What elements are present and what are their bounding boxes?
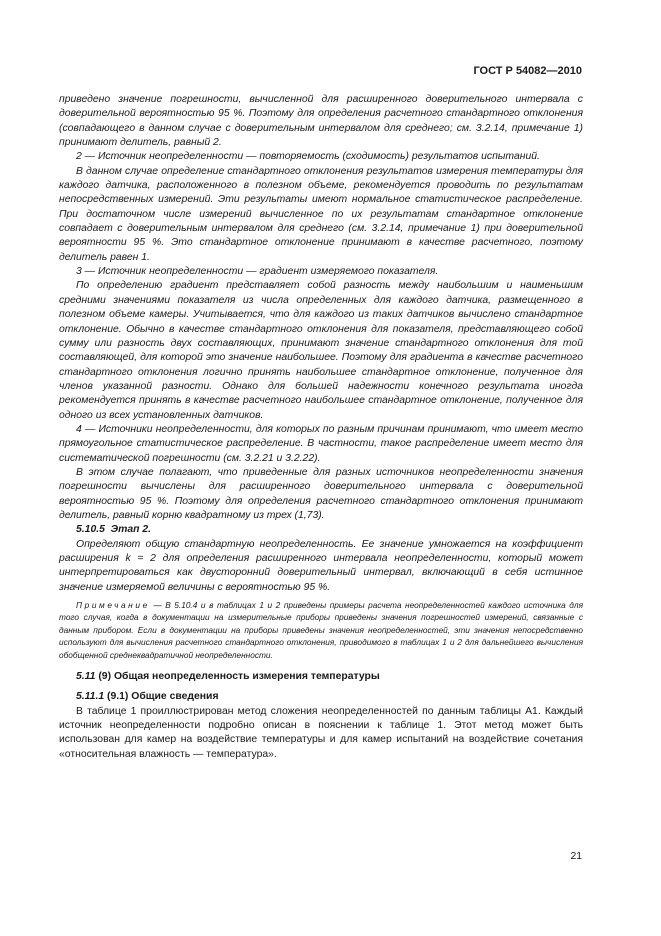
page-number: 21 [570,851,582,862]
document-code: ГОСТ Р 54082—2010 [473,65,582,77]
paragraph: В данном случае определение стандартного отклонения результатов измерения температуры для каждого датчика, расположенного в полезном объеме, рекомендуется проводить по результатам непосредственных измерений. Эти результаты имеют нормальное статистическое распределение. При достаточном числе измерений вычисленное по их результатам стандартное отклонение совпадает с доверительным интервалом для среднего (см. 3.2.14, примечание 1) при доверительной вероятности 95 %. Это стандартное отклонение принимают в качестве расчетного, поэтому делитель равен 1. [59,165,583,263]
note-lead: Примечание [76,600,150,611]
section-title: Общие сведения [131,691,219,703]
section-5-11-1-heading [59,690,583,704]
section-5-11-1-text: В таблице 1 проиллюстрирован метод сложения неопределенностей по данным таблицы А1. Каждый источник неопределенности подробно описан в пояснении к таблице 1. Этот метод может быть использован для камер на воздействие температуры и для камер испытаний на воздействие сочетания «относительная влажность — температура». [59,705,583,760]
stage-text: Определяют общую стандартную неопределенность. Ее значение умножается на коэффициент расширения k = 2 для определения расширенного интервала неопределенности, который может интерпретироваться как двусторонний доверительный интервал, включающий в себя истинное значение измеряемой величины с вероятностью 95 %. [59,538,583,593]
section-ref: (9.1) [107,691,129,703]
section-5-11-heading [59,670,583,684]
stage-number: 5.10.5 [76,524,105,536]
stage-title: Этап 2. [110,524,152,536]
paragraph: приведено значение погрешности, вычисленной для расширенного доверительного интервала с доверительной вероятностью 95 %. Поэтому для определения расчетного стандартного отклонения (совпадающего в данном случае с доверительным интервалом для среднего; см. 3.2.14, примечание 1) принимают делитель, равный 2. [59,94,583,149]
section-ref: (9) [98,671,112,683]
source-heading-3: 3 — Источник неопределенности — градиент измеряемого показателя. [76,266,439,278]
page-body [59,93,583,762]
paragraph: По определению градиент представляет собой разность между наибольшим и наименьшим средними значениями показателя из числа определенных для каждого датчика, размещенного в полезном объеме камеры. Учитывается, что для каждого из таких датчиков вычислено стандартное отклонение. Обычно в качестве стандартного отклонения для показателя, представляющего собой сумму или разность двух составляющих, принимают значение стандартного отклонения для той составляющей, для которой это значение наибольшее. Поэтому для градиента в качестве расчетного стандартного отклонения логично принять наибольшее стандартное отклонение, полученное для членов указанной разности. Однако для большей надежности конечного результата иногда рекомендуется принять в качестве расчетного наибольшее стандартное отклонение, полученное для одного из всех установленных датчиков. [59,280,583,421]
note-text: — В 5.10.4 и в таблицах 1 и 2 приведены примеры расчета неопределенностей каждого источника для того случая, когда в документации на измерительные приборы приведены значения погрешностей измерений, связанные с данным прибором. Если в документации на приборы приведены значения неопределенностей, эти значения непосредственно используют для вычисления расчетного стандартного отклонения, приводимого в таблицах 1 и 2 для дальнейшего вычисления обобщенной среднеквадратичной неопределенности. [59,600,583,660]
paragraph: В этом случае полагают, что приведенные для разных источников неопределенности значения погрешности вычислены для расширенного доверительного интервала с доверительной вероятностью 95 %. Поэтому для определения расчетного стандартного отклонения принимают делитель, равный корню квадратному из трех (1,73). [59,466,583,521]
stage-heading [59,523,583,537]
section-number: 5.11.1 [76,691,105,703]
section-title: Общая неопределенность измерения температуры [113,671,380,683]
note [59,599,583,661]
section-number: 5.11 [76,671,96,683]
source-heading-4: 4 — Источники неопределенности, для которых по разным причинам принимают, что имеет место прямоугольное статистическое распределение. В частности, такое распределение имеет место для систематической погрешности (см. 3.2.21 и 3.2.22). [59,423,583,464]
source-heading-2: 2 — Источник неопределенности — повторяемость (сходимость) результатов испытаний. [76,151,540,163]
